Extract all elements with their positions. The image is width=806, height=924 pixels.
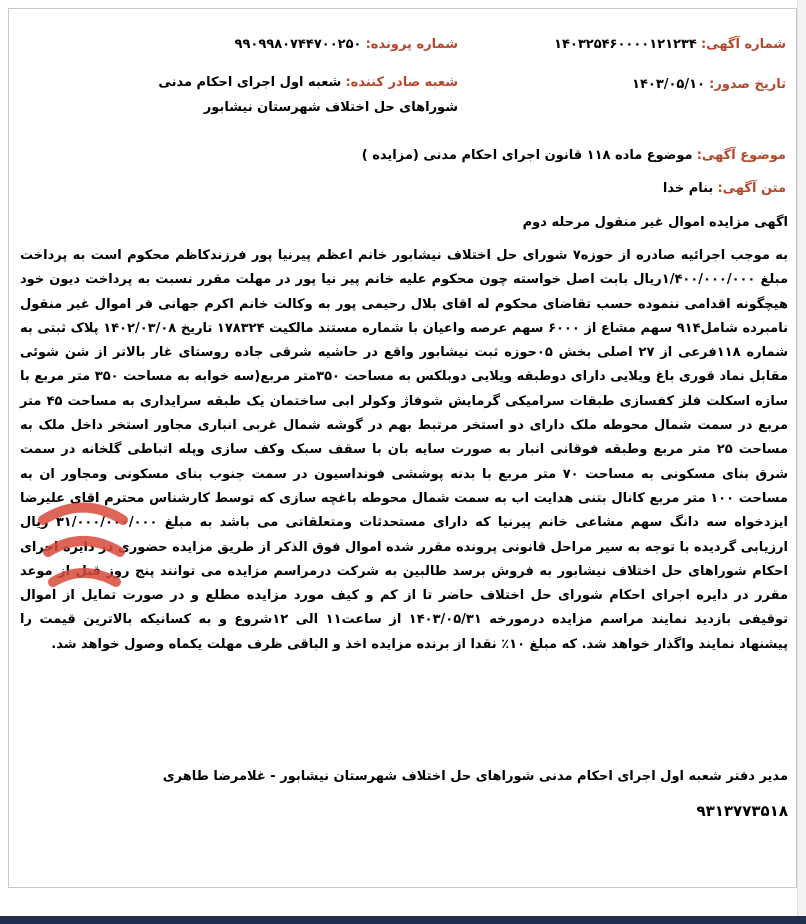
subject-field (362, 143, 786, 169)
ad-text-label: متن آگهی: (717, 181, 786, 196)
issue-date-value: ۱۴۰۳/۰۵/۱۰ (632, 77, 705, 92)
ad-text-field (663, 176, 786, 202)
phone-number: ۹۳۱۳۷۷۳۵۱۸ (696, 802, 788, 820)
issuer-field (118, 70, 458, 120)
signature-line: مدیر دفتر شعبه اول اجرای احکام مدنی شوراهای حل اختلاف شهرستان نیشابور - غلامرضا طاهری (162, 769, 788, 784)
scrollbar[interactable] (797, 0, 806, 924)
subject-value: موضوع ماده ۱۱۸ قانون اجرای احکام مدنی (مزایده ) (361, 148, 693, 163)
ad-number-label: شماره آگهی: (700, 37, 786, 52)
issue-date-label: تاریخ صدور: (709, 77, 786, 92)
ad-text-opening: بنام خدا (662, 181, 714, 196)
auction-headline: اگهی مزایده اموال غیر منقول مرحله دوم (522, 215, 788, 230)
ad-number-field (554, 32, 786, 58)
stamp-watermark (28, 490, 138, 600)
ad-number-value: ۱۴۰۳۲۵۴۶۰۰۰۰۱۲۱۲۳۴ (554, 37, 697, 52)
announcement-body: به موجب اجرائیه صادره از حوزه۷ شورای حل اختلاف نیشابور خانم اعظم پیرنیا پور فرزندکاظم محکوم است به پرداخت مبلغ ۱/۴۰۰/۰۰۰/۰۰۰ریال بابت اصل خواسته چون محکوم علیه خانم پیر نیا پور در مهلت مقرر نسبت به پرداخت دیون خود هیچگونه اقدامی ننموده حسب تقاضای محکوم له اقای بلال رحیمی پور به وکالت خانم اکرم جهانی فر اموال غیر منقول نامبرده شامل۹۱۴ سهم مشاع از ۶۰۰۰ سهم عرصه واعیان با شماره مستند مالکیت ۱۷۸۳۲۴ تاریخ ۱۴۰۲/۰۳/۰۸ پلاک ثبتی به شماره ۱۱۸فرعی از ۲۷ اصلی بخش ۰۵حوزه ثبت نیشابور واقع در حاشیه شرقی جاده روستای غار بالاتر از شن شوئی مقابل نماد قوری باغ ویلایی دارای دوطبقه ویلایی دوبلکس به مساحت ۳۵۰متر مربع(سه خوابه به مساحت ۳۵۰ متر مربع با سازه اسکلت فلز کفسازی طبقات سرامیکی گرمایش شوفاژ وکولر ابی ساختمان یک طبقه سرایداری به مساحت ۴۵ متر مربع در سمت شمال محوطه ملک دارای دو استخر مرتبط بهم در گوشه شمال غربی انباری مجاور استخر داخل ملک به مساحت ۲۵ متر مربع وطبقه فوقانی انبار به صورت سایه بان با سقف سبک وکف سازی وپله اتباطی گلخانه در سمت شرق بنای مسکونی به مساحت ۷۰ متر مربع با بدنه پوششی فونداسیون در سمت جنوب بنای مسکونی ومجاور ان به مساحت ۱۰۰ متر مربع کانال بتنی هدایت اب به سمت شمال محوطه باغچه سازی که توسط کارشناس محترم اقای علیرضا ایزدخواه سه دانگ سهم مشاعی خانم پیرنیا که دارای مستحدثات ومتعلقاتی می باشد به مبلغ ۳۱/۰۰۰/۰۰۰/۰۰۰ ریال ارزیابی گردیده با توجه به سیر مراحل قانونی پرونده مقرر شده اموال فوق الذکر از طریق مزایده حضوری در دایره اجرای احکام شوراهای حل اختلاف نیشابور به فروش برسد طالبین به شرکت درمراسم مزایده می توانند پنج روز قبل از موعد مقرر در دایره اجرای احکام شورای حل اختلاف حاضر تا از کم و کیف مورد مزایده مطلع و در صورت تمایل از اموال توقیفی بازدید نمایند مراسم مزایده درمورخه ۱۴۰۳/۰۵/۳۱ از ساعت۱۱ الی ۱۲شروع و به کسانیکه بالاترین قیمت را پیشنهاد نمایند واگذار خواهد شد. که مبلغ ۱۰٪ نقدا از برنده مزایده اخذ و الباقی ظرف مهلت یکماه وصول خواهد شد. (20, 248, 789, 652)
file-number-label: شماره پرونده: (365, 37, 458, 52)
issue-date-field (632, 72, 786, 98)
file-number-value: ۹۹۰۹۹۸۰۷۴۴۷۰۰۲۵۰ (234, 37, 362, 52)
file-number-field (235, 32, 458, 58)
issuer-label: شعبه صادر کننده: (345, 75, 458, 90)
issuer-value: شعبه اول اجرای احکام مدنی شوراهای حل اختلاف شهرستان نیشابور (158, 75, 458, 115)
bottom-edge (0, 916, 806, 924)
subject-label: موضوع آگهی: (696, 148, 786, 163)
